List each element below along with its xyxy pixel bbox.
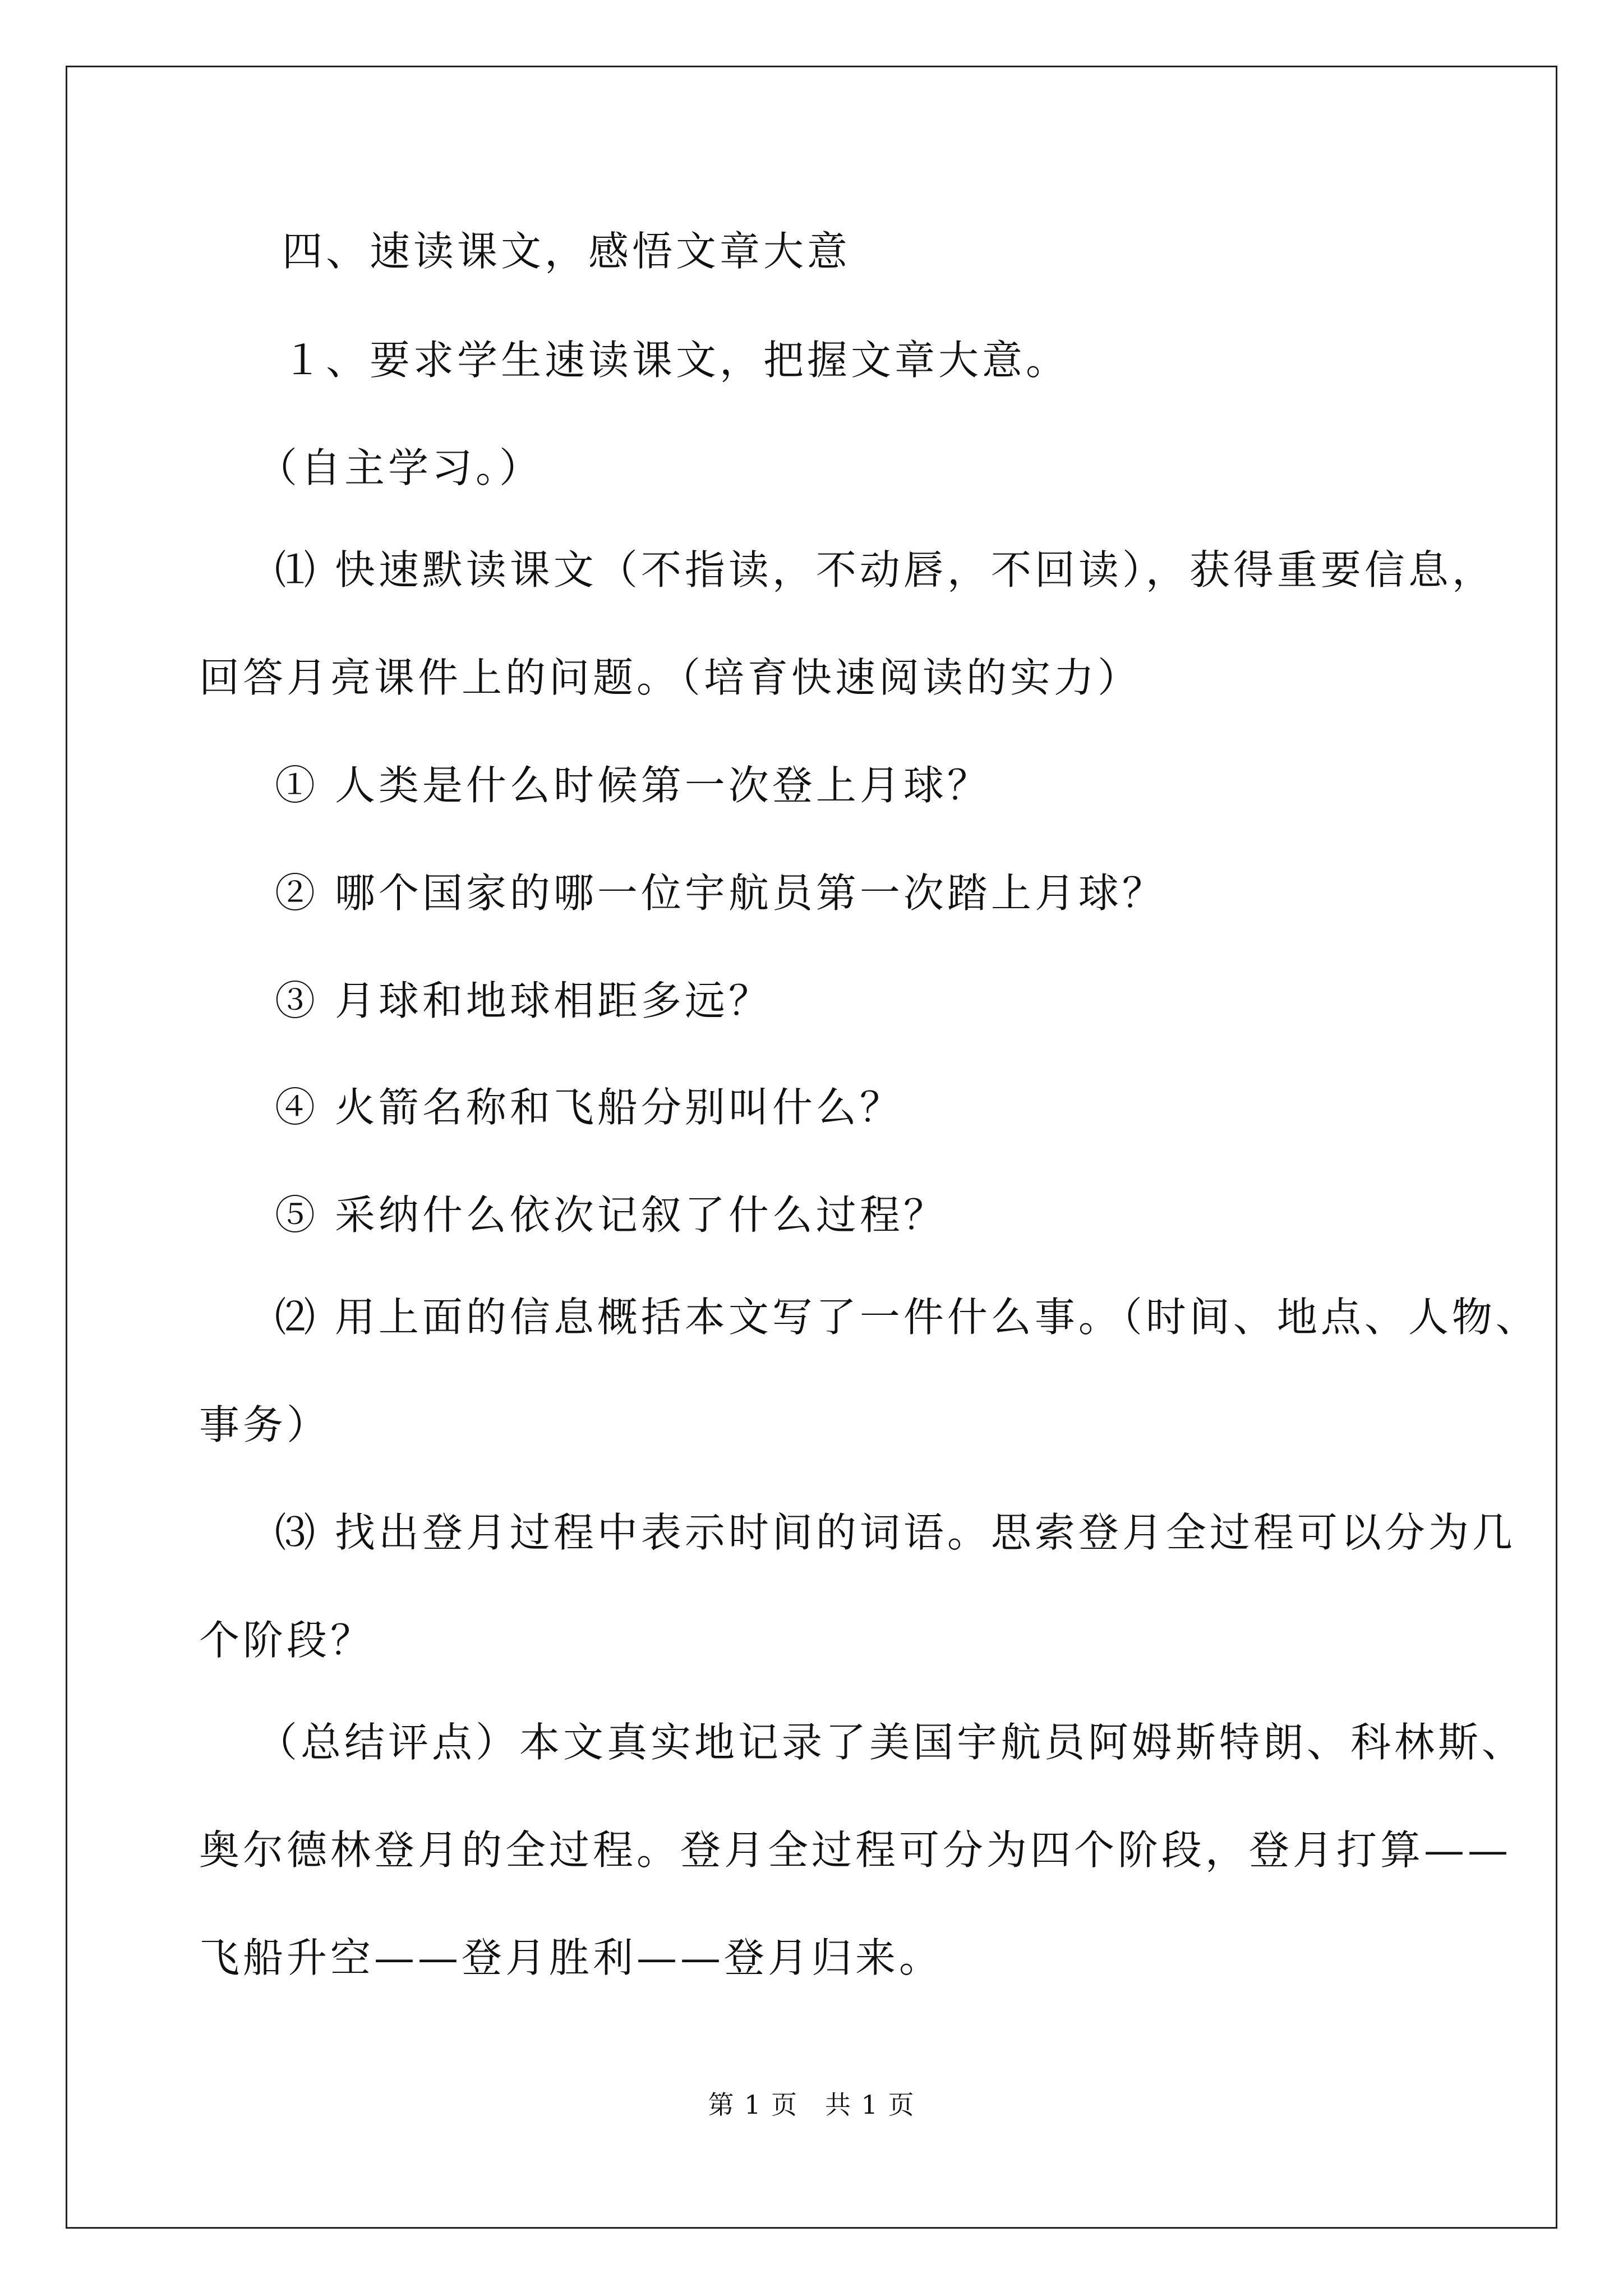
paragraph-line: 奥尔德林登月的全过程。登月全过程可分为四个阶段，登月打算—— <box>199 1826 1512 1874</box>
paragraph-line: ⑴ 快速默读课文（不指读，不动唇，不回读），获得重要信息， <box>275 546 1496 593</box>
question-line: ② 哪个国家的哪一位宇航员第一次踏上月球？ <box>275 869 1166 917</box>
question-line: ③ 月球和地球相距多远？ <box>275 977 772 1024</box>
section-heading: 四、速读课文，感悟文章大意 <box>282 228 851 275</box>
paragraph-line: ⑵ 用上面的信息概括本文写了一件什么事。（时间、地点、人物、 <box>275 1294 1539 1341</box>
question-line: ① 人类是什么时候第一次登上月球？ <box>275 762 991 809</box>
page-footer: 第 1 页 共 1 页 <box>708 2090 915 2120</box>
paragraph-line: （总结评点）本文真实地记录了美国宇航员阿姆斯特朗、科林斯、 <box>257 1719 1526 1766</box>
paragraph-line: （自主学习。） <box>257 444 543 491</box>
paragraph-line: 飞船升空——登月胜利——登月归来。 <box>199 1934 943 1981</box>
paragraph-line: ⑶ 找出登月过程中表示时间的词语。思索登月全过程可以分为几 <box>275 1509 1516 1556</box>
question-line: ④ 火箭名称和飞船分别叫什么？ <box>275 1084 903 1131</box>
paragraph-line: 个阶段？ <box>199 1617 375 1664</box>
paragraph-line: 回答月亮课件上的问题。（培育快速阅读的实力） <box>199 654 1142 701</box>
page-border <box>66 66 1557 2229</box>
paragraph-line: 事务） <box>199 1401 331 1448</box>
question-line: ⑤ 采纳什么依次记叙了什么过程？ <box>275 1191 947 1239</box>
paragraph-line: １、要求学生速读课文，把握文章大意。 <box>282 337 1070 384</box>
